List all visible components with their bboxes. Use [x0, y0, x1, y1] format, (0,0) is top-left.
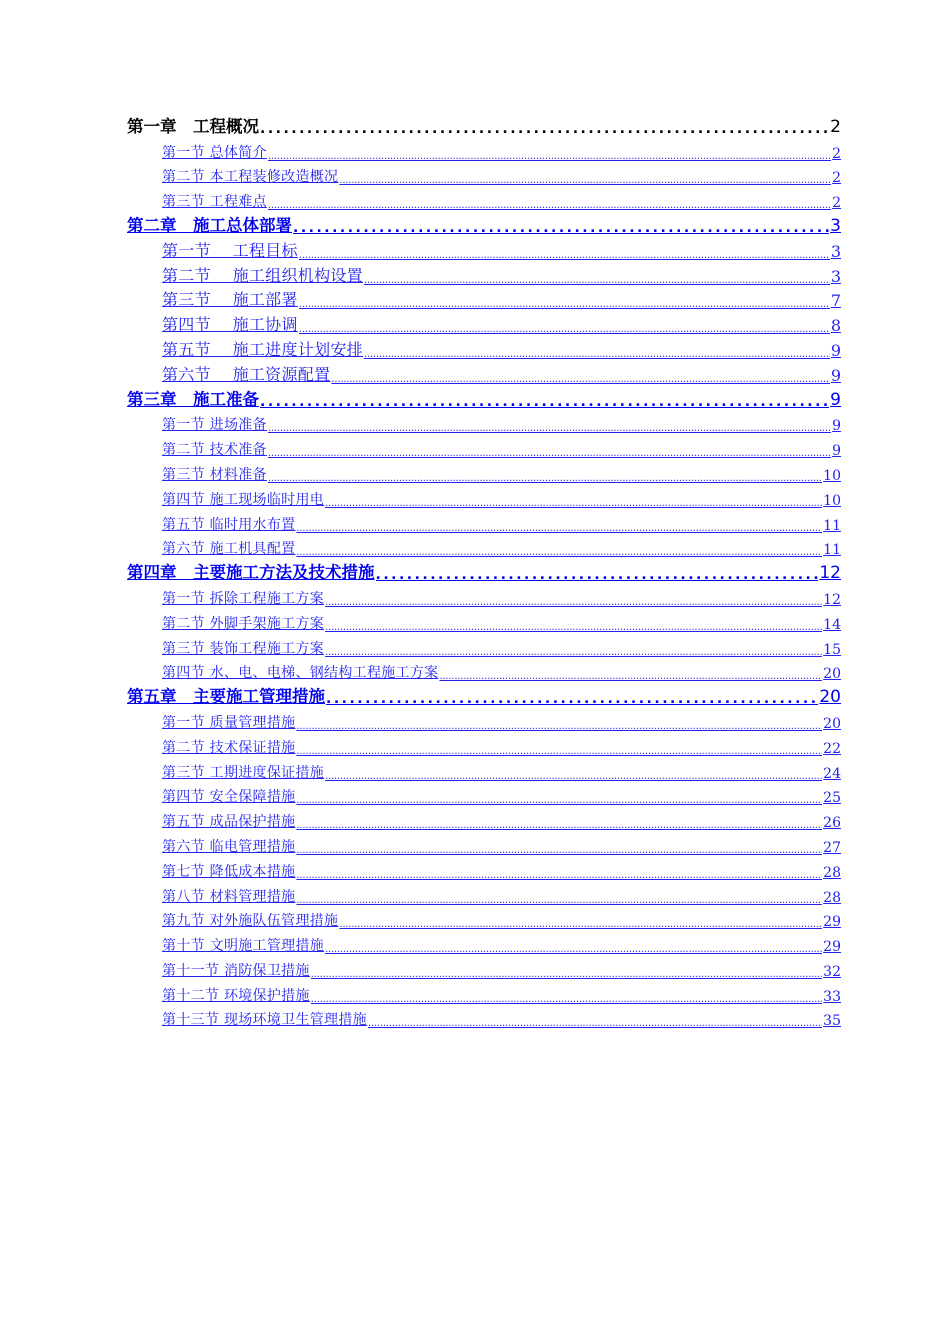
toc-section-link[interactable]	[162, 484, 841, 509]
toc-page-number: 33	[823, 988, 841, 1005]
toc-entry-title: 第四节 安全保障措施	[162, 789, 296, 806]
toc-page-number: 25	[823, 790, 841, 807]
toc-page-number: 15	[823, 641, 841, 658]
toc-page-number: 12	[819, 563, 841, 584]
toc-dot-leader	[376, 567, 819, 583]
toc-dot-leader	[439, 671, 822, 682]
toc-entry-title: 第九节 对外施队伍管理措施	[162, 913, 339, 930]
toc-section-link[interactable]	[162, 335, 841, 360]
toc-section-link[interactable]	[162, 310, 841, 335]
toc-dot-leader	[325, 597, 822, 608]
toc-chapter-link[interactable]	[127, 112, 841, 137]
toc-entry-title: 第五节 临时用水布置	[162, 516, 296, 533]
toc-entry-title: 第八节 材料管理措施	[162, 888, 296, 905]
toc-dot-leader	[296, 746, 822, 757]
toc-section-link[interactable]	[162, 782, 841, 807]
toc-dot-leader	[299, 250, 830, 261]
toc-entry-title: 第四节 施工现场临时用电	[162, 491, 325, 508]
toc-entry-title: 第二节 施工组织机构设置	[162, 265, 363, 285]
toc-dot-leader	[293, 220, 829, 236]
toc-chapter-link[interactable]	[127, 682, 841, 707]
toc-entry-title: 第六节 施工资源配置	[162, 364, 331, 384]
toc-entry-title: 第二节 技术准备	[162, 442, 267, 459]
toc-entry-title: 第七节 降低成本措施	[162, 863, 296, 880]
toc-section-link[interactable]	[162, 162, 841, 187]
toc-section-link[interactable]	[162, 930, 841, 955]
toc-page-number: 2	[830, 116, 841, 137]
toc-section-link[interactable]	[162, 633, 841, 658]
toc-section-link[interactable]	[162, 757, 841, 782]
toc-section-link[interactable]	[162, 831, 841, 856]
toc-dot-leader	[325, 622, 822, 633]
toc-page-number: 20	[823, 715, 841, 732]
toc-dot-leader	[368, 1018, 822, 1029]
toc-page-number: 29	[823, 939, 841, 956]
toc-dot-leader	[364, 349, 830, 360]
toc-dot-leader	[296, 523, 822, 534]
toc-section-link[interactable]	[162, 459, 841, 484]
toc-entry-title: 第五节 成品保护措施	[162, 814, 296, 831]
toc-entry-title: 第二节 外脚手架施工方案	[162, 615, 325, 632]
toc-section-link[interactable]	[162, 906, 841, 931]
toc-page-number: 22	[823, 740, 841, 757]
toc-page-number: 2	[832, 170, 841, 187]
toc-entry-title: 第十节 文明施工管理措施	[162, 938, 325, 955]
toc-page-number: 3	[830, 266, 841, 286]
toc-entry-title: 第一节 拆除工程施工方案	[162, 590, 325, 607]
toc-dot-leader	[296, 845, 822, 856]
toc-entry-title: 第五章 主要施工管理措施	[127, 687, 325, 707]
toc-page-number: 9	[830, 365, 841, 385]
toc-dot-leader	[260, 121, 829, 137]
toc-dot-leader	[339, 919, 822, 930]
toc-page-number: 28	[823, 889, 841, 906]
toc-section-link[interactable]	[162, 608, 841, 633]
toc-dot-leader	[296, 895, 822, 906]
toc-section-link[interactable]	[162, 261, 841, 286]
toc-page-number: 24	[823, 765, 841, 782]
toc-page-number: 2	[832, 145, 841, 162]
toc-entry-title: 第四章 主要施工方法及技术措施	[127, 563, 375, 583]
toc-section-link[interactable]	[162, 732, 841, 757]
toc-section-link[interactable]	[162, 980, 841, 1005]
toc-section-link[interactable]	[162, 360, 841, 385]
toc-entry-title: 第二节 本工程装修改造概况	[162, 169, 339, 186]
toc-entry-title: 第二节 技术保证措施	[162, 739, 296, 756]
toc-entry-title: 第一节 质量管理措施	[162, 714, 296, 731]
toc-dot-leader	[296, 721, 822, 732]
toc-dot-leader	[296, 547, 822, 558]
toc-page-number: 27	[823, 839, 841, 856]
toc-entry-title: 第三章 施工准备	[127, 389, 259, 409]
toc-page-number: 32	[823, 963, 841, 980]
toc-section-link[interactable]	[162, 1005, 841, 1030]
toc-entry-title: 第三节 工期进度保证措施	[162, 764, 325, 781]
toc-section-link[interactable]	[162, 236, 841, 261]
toc-entry-title: 第三节 装饰工程施工方案	[162, 640, 325, 657]
toc-entry-title: 第四节 水、电、电梯、钢结构工程施工方案	[162, 665, 439, 682]
toc-page-number: 9	[830, 389, 841, 410]
toc-dot-leader	[331, 374, 829, 385]
toc-dot-leader	[364, 275, 830, 286]
toc-dot-leader	[268, 423, 831, 434]
toc-dot-leader	[325, 944, 822, 955]
toc-dot-leader	[299, 299, 830, 310]
toc-section-link[interactable]	[162, 806, 841, 831]
toc-dot-leader	[260, 394, 829, 410]
toc-page-number: 9	[832, 443, 841, 460]
toc-page-number: 8	[830, 316, 841, 336]
toc-dot-leader	[311, 969, 822, 980]
toc-entry-title: 第三节 材料准备	[162, 466, 267, 483]
toc-dot-leader	[296, 795, 822, 806]
toc-section-link[interactable]	[162, 856, 841, 881]
toc-entry-title: 第十一节 消防保卫措施	[162, 962, 310, 979]
toc-section-link[interactable]	[162, 137, 841, 162]
toc-dot-leader	[339, 175, 831, 186]
toc-section-link[interactable]	[162, 286, 841, 311]
toc-entry-title: 第三节 施工部署	[162, 290, 298, 310]
toc-entry-title: 第一节 总体简介	[162, 144, 267, 161]
toc-entry-title: 第二章 施工总体部署	[127, 215, 292, 235]
toc-section-link[interactable]	[162, 186, 841, 211]
toc-dot-leader	[299, 324, 830, 335]
toc-page-number: 14	[823, 616, 841, 633]
toc-page-number: 9	[832, 418, 841, 435]
toc-section-link[interactable]	[162, 955, 841, 980]
toc-page-number: 3	[830, 241, 841, 261]
toc-dot-leader	[268, 448, 831, 459]
toc-section-link[interactable]	[162, 583, 841, 608]
toc-page-number: 11	[823, 517, 841, 534]
toc-page-number: 12	[823, 591, 841, 608]
toc-page-number: 11	[823, 542, 841, 559]
toc-chapter-link[interactable]	[127, 211, 841, 236]
toc-chapter-link[interactable]	[127, 385, 841, 410]
toc-entry-title: 第四节 施工协调	[162, 315, 298, 335]
toc-dot-leader	[325, 498, 822, 509]
toc-dot-leader	[296, 870, 822, 881]
toc-page-number: 26	[823, 815, 841, 832]
toc-page-number: 2	[832, 195, 841, 212]
toc-section-link[interactable]	[162, 881, 841, 906]
toc-section-link[interactable]	[162, 707, 841, 732]
toc-chapter-link[interactable]	[127, 558, 841, 583]
toc-page-number: 10	[823, 492, 841, 509]
toc-section-link[interactable]	[162, 509, 841, 534]
toc-entry-title: 第六节 临电管理措施	[162, 838, 296, 855]
toc-entry-title: 第一章 工程概况	[127, 116, 259, 136]
toc-page-number: 10	[823, 467, 841, 484]
toc-section-link[interactable]	[162, 658, 841, 683]
toc-entry-title: 第五节 施工进度计划安排	[162, 339, 363, 359]
toc-entry-title: 第十二节 环境保护措施	[162, 987, 310, 1004]
toc-page-number: 3	[830, 215, 841, 236]
toc-page-number: 20	[823, 666, 841, 683]
toc-page-number: 9	[830, 340, 841, 360]
toc-dot-leader	[325, 647, 822, 658]
toc-section-link[interactable]	[162, 410, 841, 435]
toc-dot-leader	[326, 691, 818, 707]
toc-dot-leader	[268, 473, 822, 484]
toc-section-link[interactable]	[162, 534, 841, 559]
toc-section-link[interactable]	[162, 434, 841, 459]
toc-dot-leader	[268, 200, 831, 211]
toc-dot-leader	[311, 994, 822, 1005]
toc-page-number: 20	[819, 687, 841, 708]
toc-entry-title: 第六节 施工机具配置	[162, 541, 296, 558]
toc-page-number: 29	[823, 914, 841, 931]
toc-entry-title: 第一节 进场准备	[162, 417, 267, 434]
toc-page-number: 28	[823, 864, 841, 881]
toc-page-number: 7	[830, 291, 841, 311]
toc-entry-title: 第三节 工程难点	[162, 194, 267, 211]
table-of-contents	[127, 112, 841, 1029]
toc-page-number: 35	[823, 1013, 841, 1030]
toc-dot-leader	[296, 820, 822, 831]
toc-entry-title: 第一节 工程目标	[162, 240, 298, 260]
toc-dot-leader	[325, 771, 822, 782]
toc-dot-leader	[268, 151, 831, 162]
toc-entry-title: 第十三节 现场环境卫生管理措施	[162, 1012, 367, 1029]
